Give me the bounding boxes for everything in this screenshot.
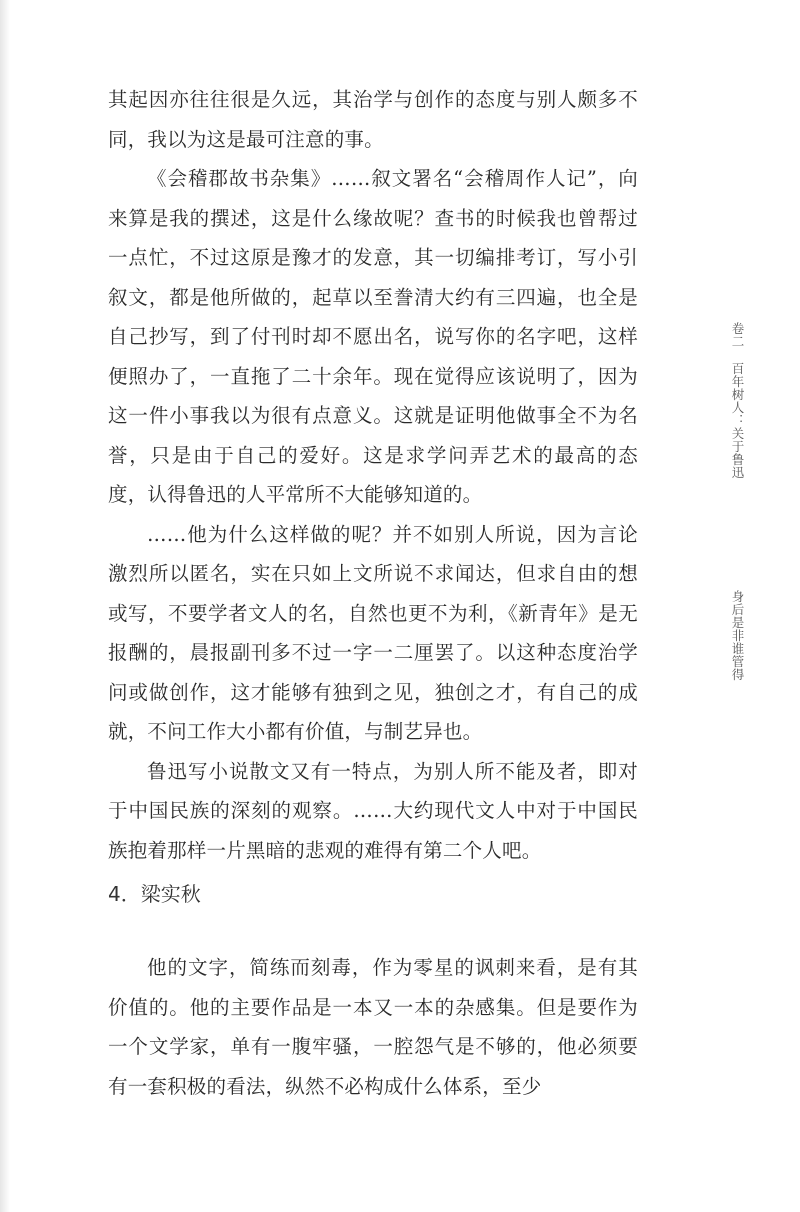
main-text-block (108, 80, 638, 870)
paragraph-liang-shiqiu: 他的文字，简练而刻毒，作为零星的讽刺来看，是有其价值的。他的主要作品是一本又一本的杂感集。但是要作为一个文学家，单有一腹牢骚，一腔怨气是不够的，他必须要有一套积极的看法，纵然不必构成什么体系，至少 (108, 956, 638, 1098)
running-head-title: 百年树人：关于鲁迅 (730, 362, 745, 479)
paragraph-continuation: 其起因亦往往很是久远，其治学与创作的态度与别人颇多不同，我以为这是最可注意的事。 (108, 88, 638, 151)
running-head-volume: 卷二 (730, 322, 745, 348)
paragraph-anonymity: ……他为什么这样做的呢？并不如别人所说，因为言论激烈所以匿名，实在只如上文所说不求闻达，但求自由的想或写，不要学者文人的名，自然也更不为利，《新青年》是无报酬的，晨报副刊多不过一字一二厘罢了。以这种态度治学问或做创作，这才能够有独到之见，独创之才，有自己的成就，不问工作大小都有价值，与制艺异也。 (108, 522, 638, 743)
section-title: 4．梁实秋 (108, 882, 201, 906)
paragraph-kuaiji-preface: 《会稽郡故书杂集》……叙文署名“会稽周作人记”，向来算是我的撰述，这是什么缘故呢？查书的时候我也曾帮过一点忙，不过这原是豫才的发意，其一切编排考订，写小引叙文，都是他所做的，起草以至誊清大约有三四遍，也全是自己抄写，到了付刊时却不愿出名，说写你的名字吧，这样便照办了，一直拖了二十余年。现在觉得应该说明了，因为这一件小事我以为很有点意义。这就是证明他做事全不为名誉，只是由于自己的爱好。这是求学问弄艺术的最高的态度，认得鲁迅的人平常所不大能够知道的。 (108, 167, 638, 506)
paragraph-national-observation: 鲁迅写小说散文又有一特点，为别人所不能及者，即对于中国民族的深刻的观察。……大约现代文人中对于中国民族抱着那样一片黑暗的悲观的难得有第二个人吧。 (108, 759, 638, 862)
running-head (728, 322, 746, 479)
running-head-subtitle: 身后是非谁管得 (730, 590, 745, 681)
page-fold-shadow (0, 0, 10, 1212)
section-text-block (108, 948, 638, 1106)
